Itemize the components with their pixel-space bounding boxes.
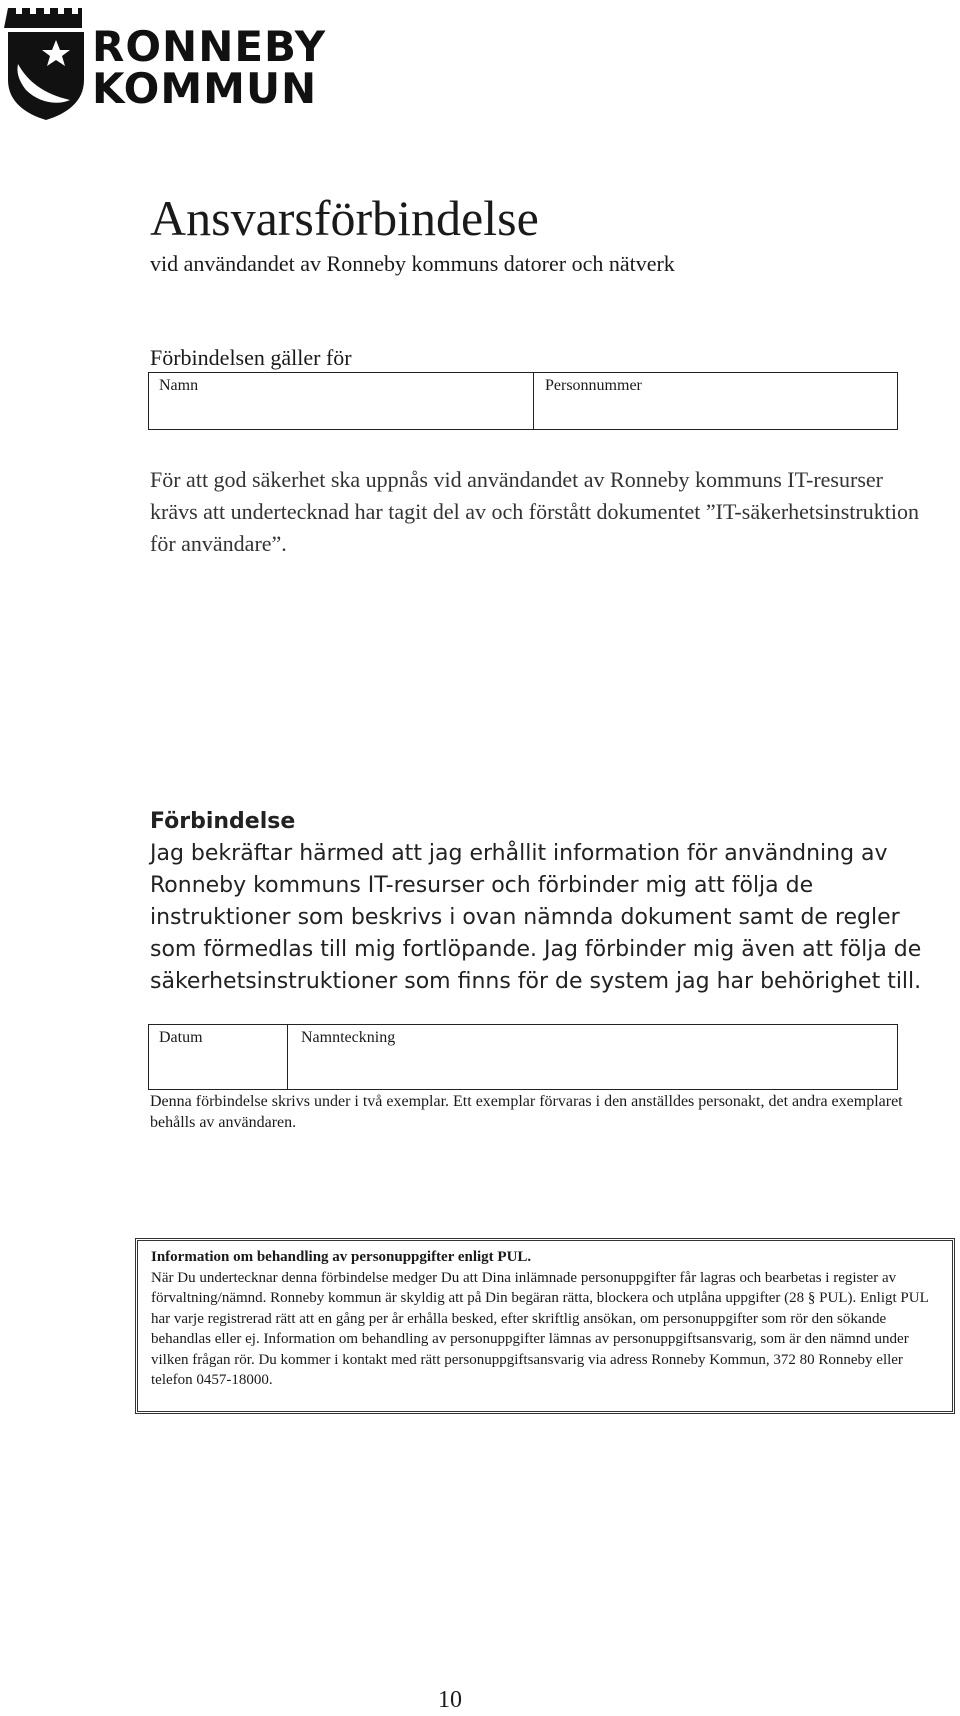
shield-emblem-icon — [4, 4, 86, 122]
logo-wordmark — [92, 22, 327, 113]
pul-info-box — [135, 1238, 955, 1414]
document-title: Ansvarsförbindelse — [150, 190, 539, 246]
commitment-heading: Förbindelse — [150, 809, 296, 834]
copies-note: Denna förbindelse skrivs under i två exemplar. Ett exemplar förvaras i den anställdes personakt, det andra exemplaret behålls av användaren. — [150, 1093, 903, 1131]
signature-field-label: Namnteckning — [301, 1029, 396, 1046]
date-field-label: Datum — [159, 1029, 203, 1046]
page-number: 10 — [438, 1687, 462, 1713]
logo-line-2: KOMMUN — [92, 64, 318, 113]
pul-body: När Du undertecknar denna förbindelse medger Du att Dina inlämnade personuppgifter får lagras och bearbetas i register av förvaltning/nämnd. Ronneby kommun är skyldig att på Din begäran rätta, blockera och utplåna uppgifter (28 § PUL). Enligt PUL har varje registrerad rätt att en gång per år erhålla besked, efter skriftlig ansökan, om personuppgifter som rör den sökande behandlas eller ej. Information om behandling av personuppgifter lämnas av personuppgiftsansvarig, som är den nämnd under vilken frågan rör. Du kommer i kontakt med rätt personuppgiftsansvarig via adress Ronneby Kommun, 372 80 Ronneby eller telefon 0457-18000. — [151, 1269, 929, 1388]
field-divider — [533, 373, 534, 429]
applies-to-label: Förbindelsen gäller för — [150, 345, 352, 370]
applicant-info-box — [148, 372, 898, 430]
commitment-body: Jag bekräftar härmed att jag erhållit information för användning av Ronneby kommuns IT-resurser och förbinder mig att följa de instruktioner som beskrivs i ovan nämnda dokument samt de regler som förmedlas till mig fortlöpande. Jag förbinder mig även att följa de säkerhetsinstruktioner som finns för de system jag har behörighet till. — [150, 841, 922, 994]
intro-paragraph: För att god säkerhet ska uppnås vid användandet av Ronneby kommuns IT-resurser krävs att undertecknad har tagit del av och förstått dokumentet ”IT-säkerhetsinstruktion för användare”. — [150, 467, 919, 556]
name-field-label: Namn — [159, 377, 199, 394]
signature-box — [148, 1024, 898, 1090]
commitment-section — [150, 806, 940, 998]
document-subtitle: vid användandet av Ronneby kommuns datorer och nätverk — [150, 251, 675, 276]
field-divider — [287, 1025, 288, 1089]
pul-heading: Information om behandling av personuppgifter enligt PUL. — [151, 1249, 532, 1265]
logo-line-1: RONNEBY — [92, 22, 327, 71]
logo — [4, 4, 327, 122]
personnummer-field-label: Personnummer — [545, 377, 642, 394]
